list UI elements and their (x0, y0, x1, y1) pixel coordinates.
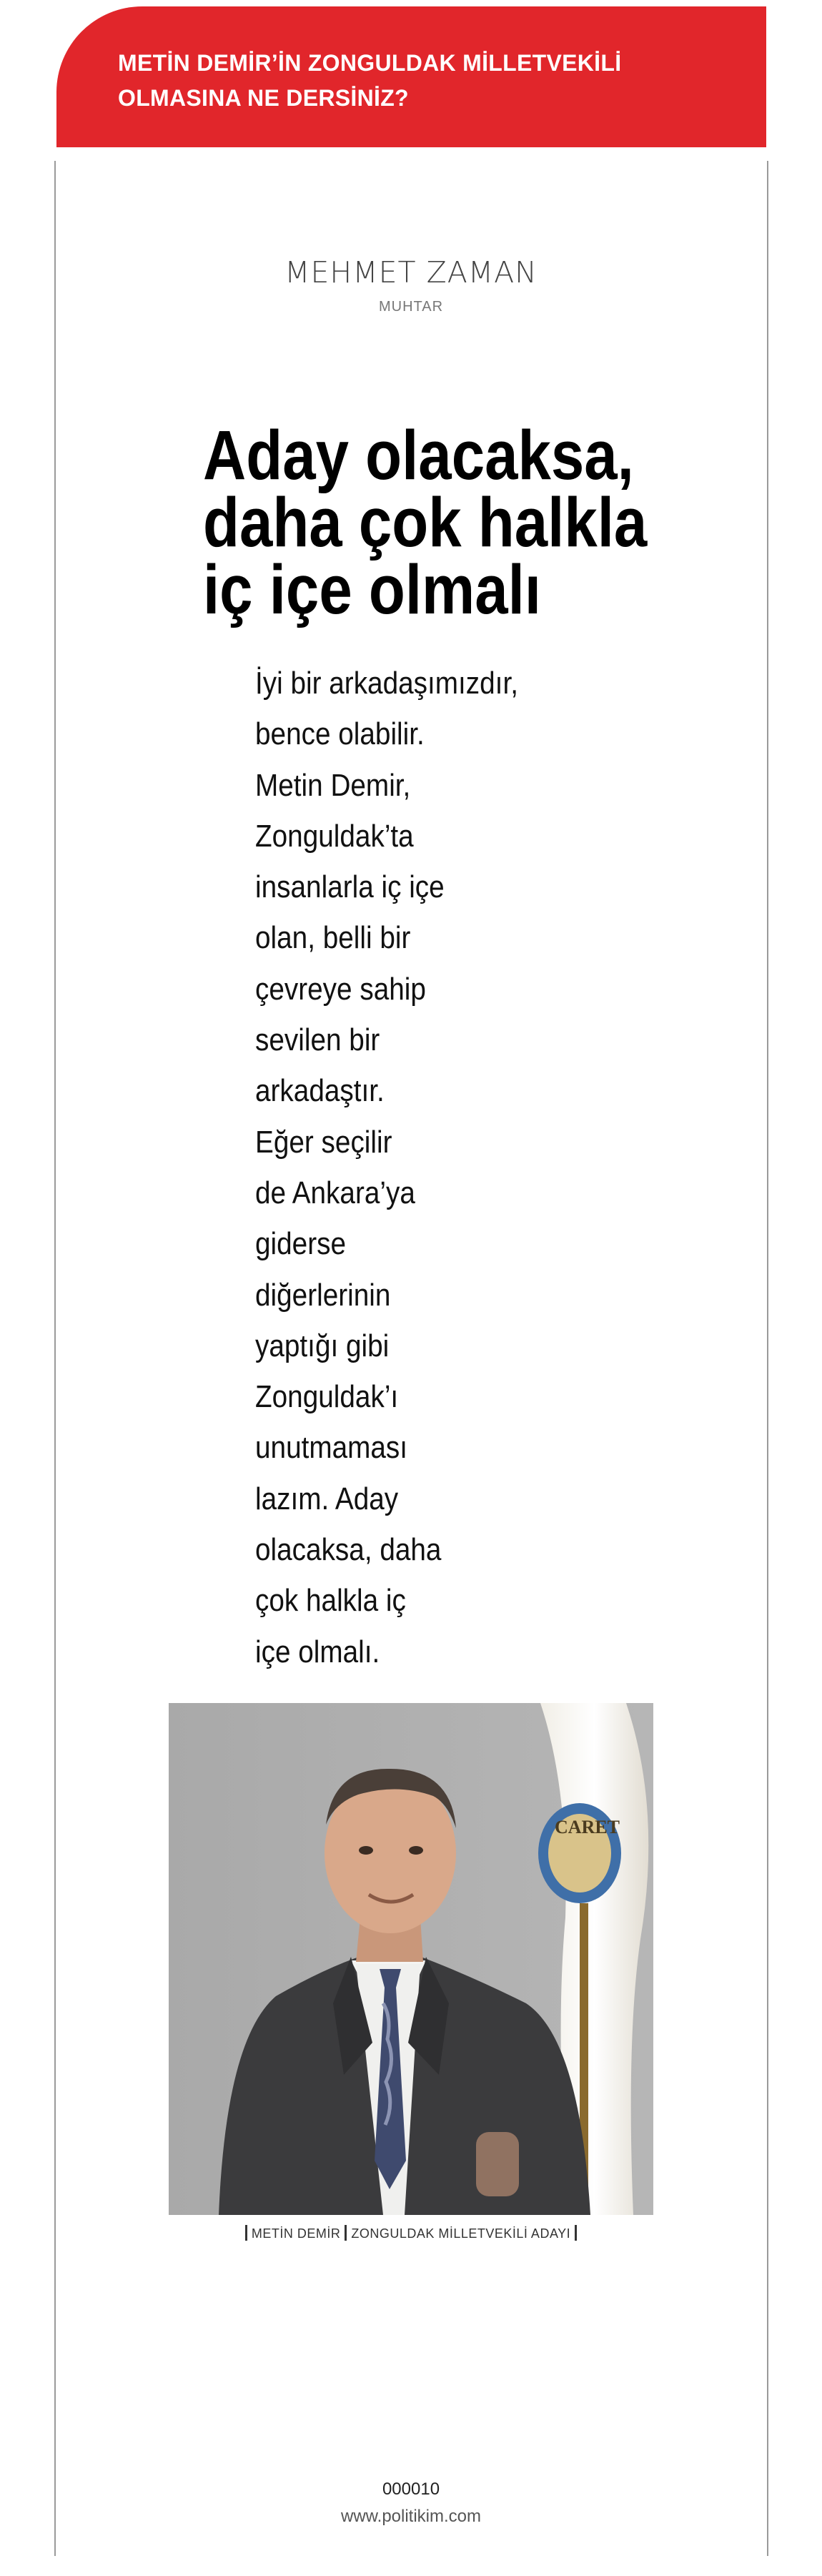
banner-title-line-1: METİN DEMİR’İN ZONGULDAK MİLLETVEKİLİ (118, 50, 622, 76)
headline-line: daha çok halkla (203, 483, 648, 561)
body-line: Eğer seçilir (255, 1124, 392, 1160)
body-line: diğerlerinin (255, 1277, 391, 1313)
page-number: 000010 (382, 2479, 440, 2499)
body-line: arkadaştır. (255, 1073, 385, 1109)
caption-separator (245, 2225, 247, 2241)
header-banner (56, 6, 766, 147)
banner-title-line-2: OLMASINA NE DERSİNİZ? (118, 85, 409, 111)
body-line: Metin Demir, (255, 767, 411, 803)
body-line: olan, belli bir (255, 920, 411, 956)
author-role: MUHTAR (378, 299, 444, 315)
headline-line: Aday olacaksa, (203, 416, 634, 494)
article-body (255, 658, 608, 1677)
caption-separator (345, 2225, 347, 2241)
body-line: lazım. Aday (255, 1481, 399, 1516)
body-line: İyi bir arkadaşımızdır, (255, 666, 518, 701)
body-line: Zonguldak’ta (255, 818, 414, 854)
body-line: sevilen bir (255, 1022, 380, 1058)
body-line: olacaksa, daha (255, 1532, 442, 1568)
body-line: içe olmalı. (255, 1634, 380, 1669)
frame-left-border (54, 161, 56, 2556)
body-line: Zonguldak’ı (255, 1379, 399, 1415)
headline (203, 416, 670, 628)
body-line: de Ankara’ya (255, 1175, 415, 1210)
author-name: MEHMET ZAMAN (284, 255, 538, 290)
body-line: çok halkla iç (255, 1583, 406, 1619)
caption-name: METİN DEMİR (251, 2226, 341, 2241)
portrait-photo (169, 1703, 653, 2215)
photo-caption (0, 2226, 822, 2242)
body-line: çevreye sahip (255, 971, 426, 1007)
frame-right-border (767, 161, 768, 2556)
portrait-illustration (169, 1703, 653, 2215)
caption-separator (575, 2225, 577, 2241)
website-link[interactable]: www.politikim.com (340, 2507, 482, 2526)
body-line: giderse (255, 1226, 346, 1262)
body-line: yaptığı gibi (255, 1328, 390, 1363)
headline-line: iç içe olmalı (203, 551, 541, 628)
caption-title: ZONGULDAK MİLLETVEKİLİ ADAYI (351, 2226, 571, 2241)
body-line: insanlarla iç içe (255, 869, 445, 905)
body-line: bence olabilir. (255, 716, 425, 752)
body-line: unutmaması (255, 1430, 408, 1466)
flag-emblem-text: CARET (555, 1817, 620, 1837)
